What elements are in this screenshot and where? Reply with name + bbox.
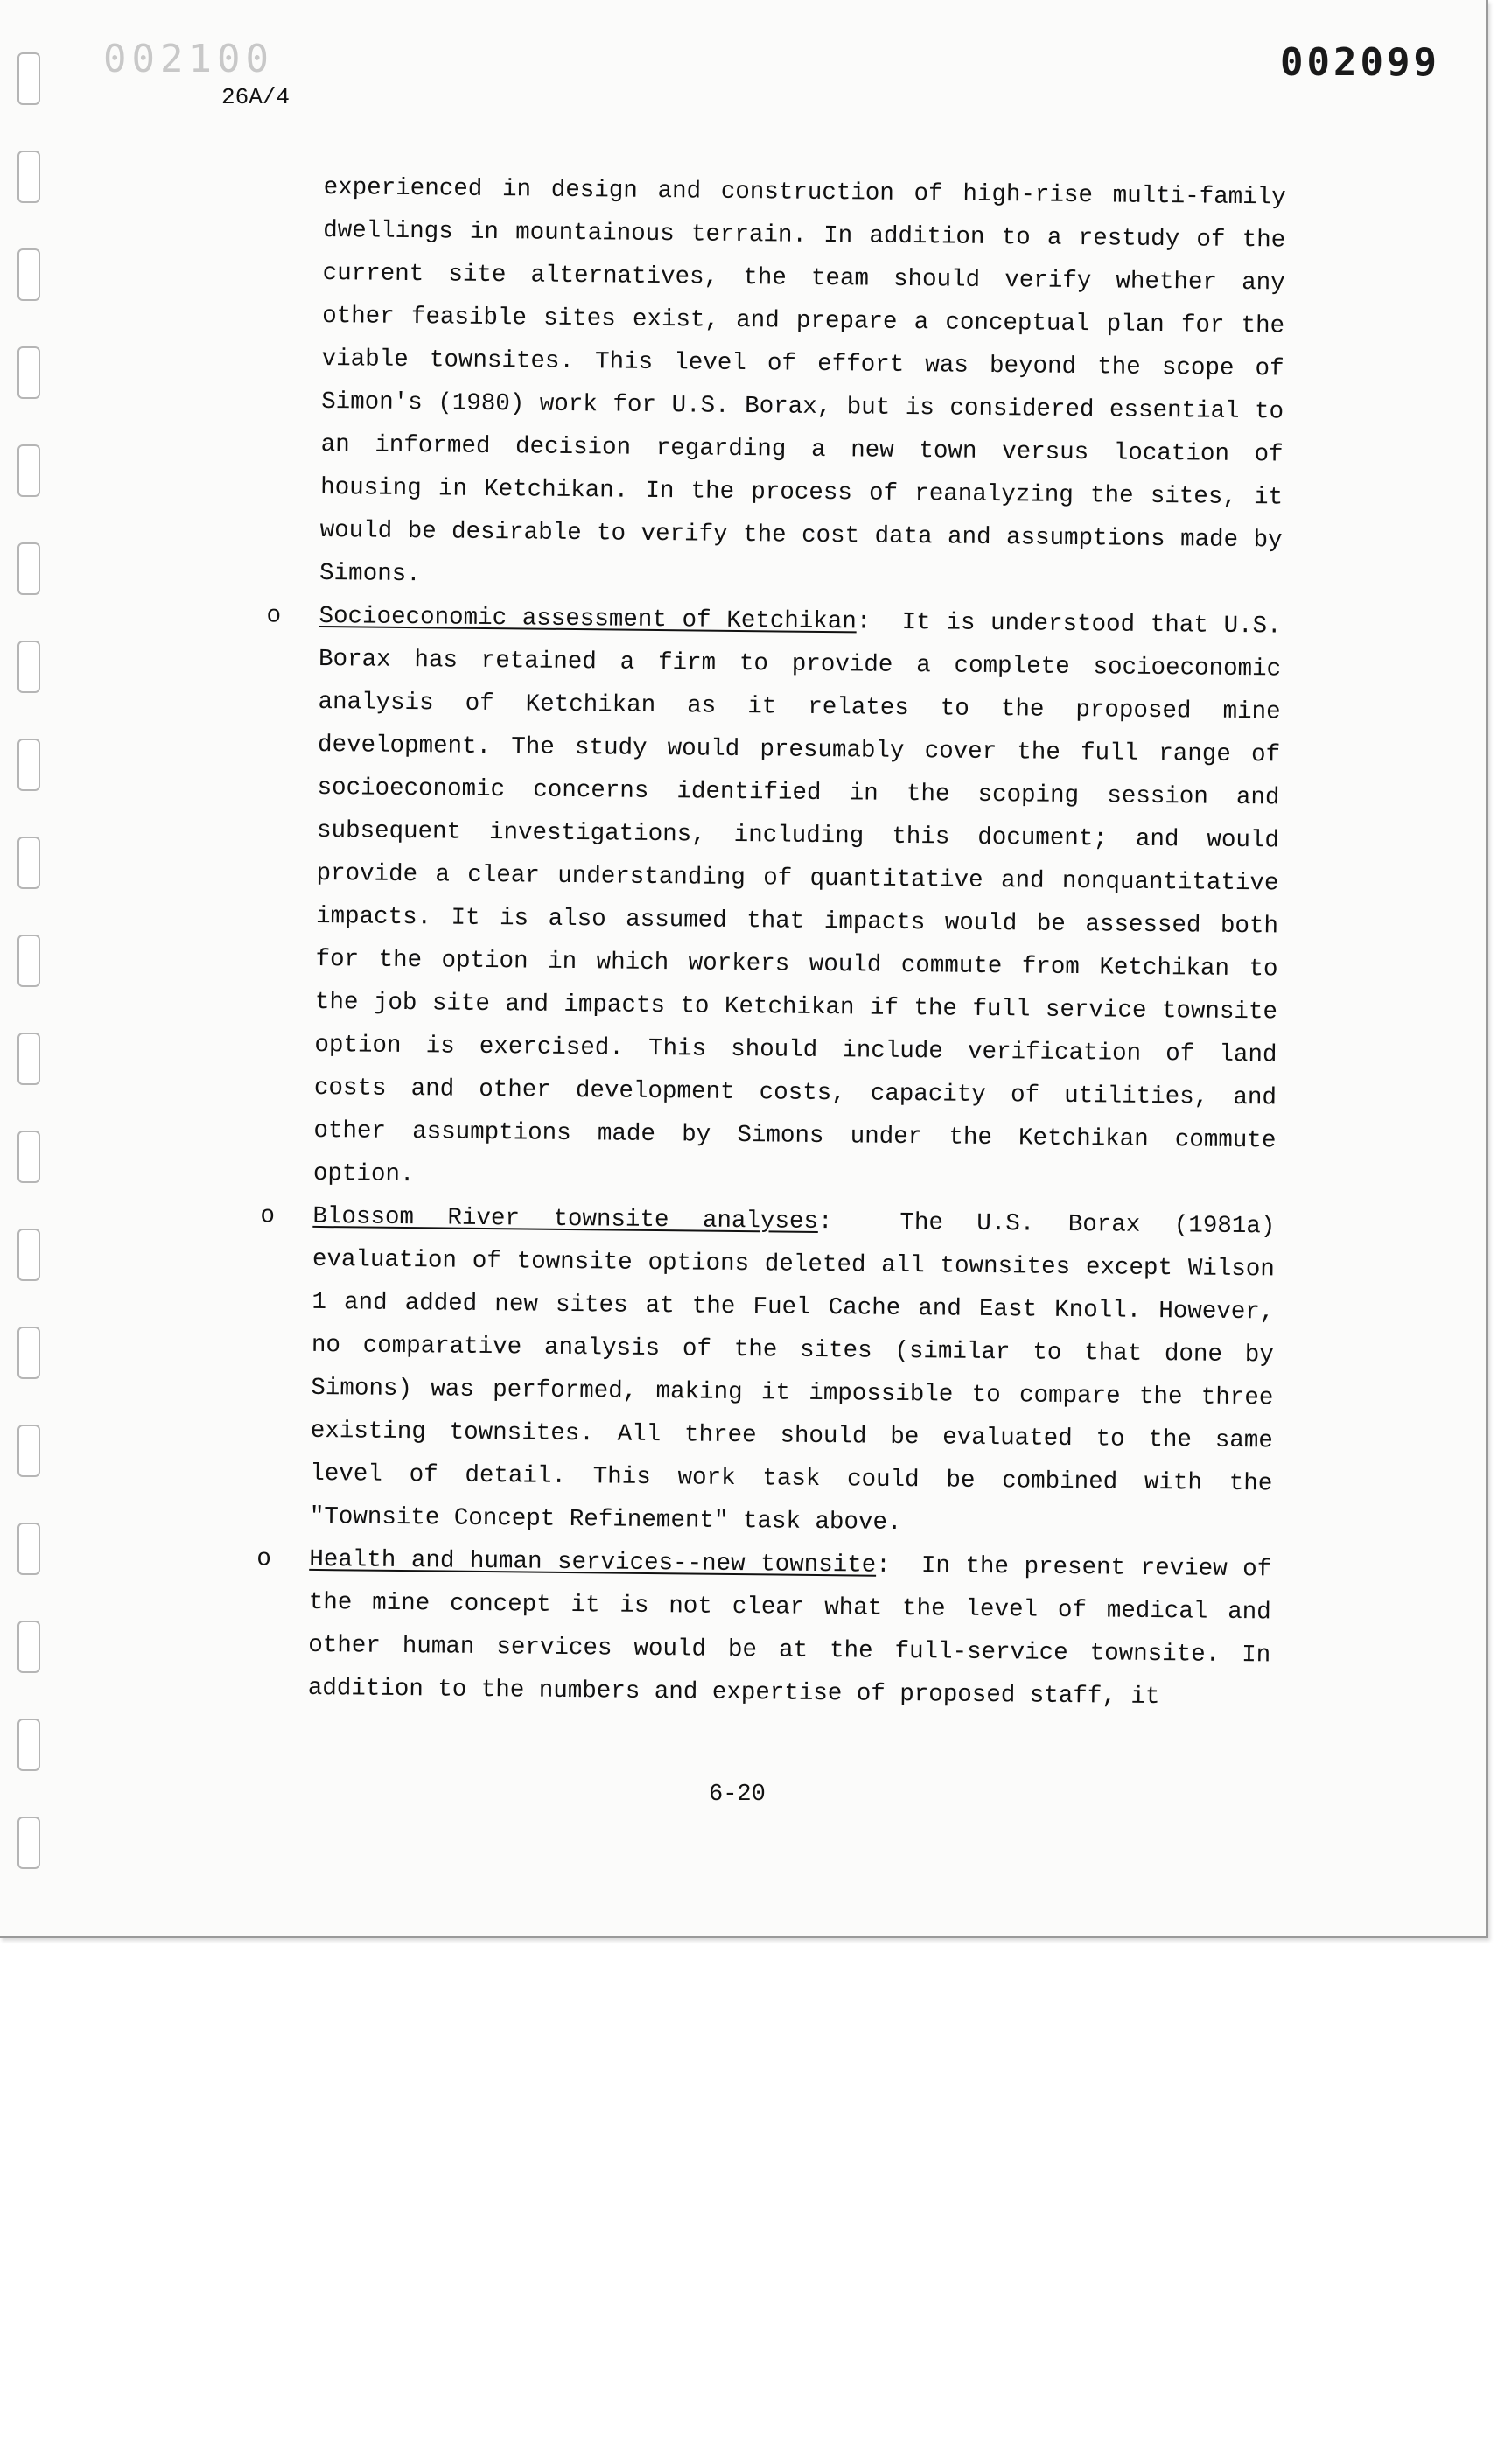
bullet-item — [260, 1195, 1276, 1548]
bullet-marker: o — [266, 602, 282, 630]
heading-separator: : — [817, 1208, 833, 1236]
binder-hole — [18, 248, 40, 301]
body-text — [256, 166, 1286, 1719]
bullet-heading: Blossom River townsite analyses — [312, 1202, 819, 1236]
binder-hole — [18, 542, 40, 595]
binder-hole — [18, 934, 40, 987]
page-number: 6-20 — [709, 1782, 766, 1808]
binder-hole — [18, 1718, 40, 1771]
binder-hole — [18, 1424, 40, 1477]
bullet-heading: Health and human services--new townsite — [309, 1545, 877, 1579]
binder-hole — [18, 1130, 40, 1183]
document-number-stamp: 002099 — [1280, 40, 1440, 85]
bullet-item — [266, 595, 1282, 1205]
binder-hole — [18, 1032, 40, 1085]
binder-hole — [18, 150, 40, 203]
binder-hole — [18, 346, 40, 399]
heading-separator: : — [856, 608, 872, 636]
bullet-item — [256, 1538, 1272, 1720]
binder-hole — [18, 1522, 40, 1575]
bullet-marker: o — [260, 1202, 276, 1230]
continuation-paragraph: experienced in design and construction of high-rise multi-family dwellings in mountainous terrain. In addition to a restudy of the current site alternatives, the team should verify whether any other feasible sites exist, and prepare a conceptual plan for the viable townsites. This level of effort was beyond the scope of Simon's (1980) work for U.S. Borax, but is considered essential to an informed decision regarding a new town versus location of housing in Ketchikan. In the process of reanalyzing the sites, it would be desirable to verify the cost data and assumptions made by Simons. — [318, 173, 1286, 589]
binder-hole — [18, 738, 40, 791]
bullet-text: The U.S. Borax (1981a) evaluation of townsite options deleted all townsites except Wilson 1 and added new sites at the Fuel Cache and East Knoll. However, no comparative analysis of the sites (similar to that done by Simons) was performed, making it impossible to compare the three existing townsites. All three should be evaluated to the same level of detail. This work task could be combined with the "Townsite Concept Refinement" task above. — [309, 1208, 1276, 1536]
binder-hole — [18, 1228, 40, 1281]
binder-hole — [18, 1620, 40, 1673]
binder-hole — [18, 1326, 40, 1379]
heading-separator: : — [876, 1551, 891, 1579]
binder-hole — [18, 1816, 40, 1869]
bleed-through-stamp: 002100 — [103, 37, 274, 81]
binder-holes — [18, 52, 44, 1872]
binder-hole — [18, 52, 40, 105]
bullet-text: In the present review of the mine concept it is not clear what the level of medical and other human services would be at the full-service townsite. In addition to the numbers and expertise of proposed staff, it — [307, 1552, 1272, 1712]
binder-hole — [18, 640, 40, 693]
bullet-marker: o — [256, 1545, 272, 1573]
document-code: 26A/4 — [221, 84, 290, 110]
bullet-text: It is understood that U.S. Borax has retained a firm to provide a complete socioeconomic analysis of Ketchikan as it relates to the proposed mine development. The study would presumably cover the full range of socioeconomic concerns identified in the scoping session and subsequent investigations, including this document; and would provide a clear understanding of quantitative and nonquantitative impacts. It is also assumed that impacts would be assessed both for the option in which workers would commute from Ketchikan to the job site and impacts to Ketchikan if the full service townsite option is exercised. This should include verification of land costs and other development costs, capacity of utilities, and other assumptions made by Simons under the Ketchikan commute option. — [312, 608, 1282, 1189]
bullet-heading: Socioeconomic assessment of Ketchikan — [318, 602, 857, 636]
binder-hole — [18, 444, 40, 497]
binder-hole — [18, 836, 40, 889]
